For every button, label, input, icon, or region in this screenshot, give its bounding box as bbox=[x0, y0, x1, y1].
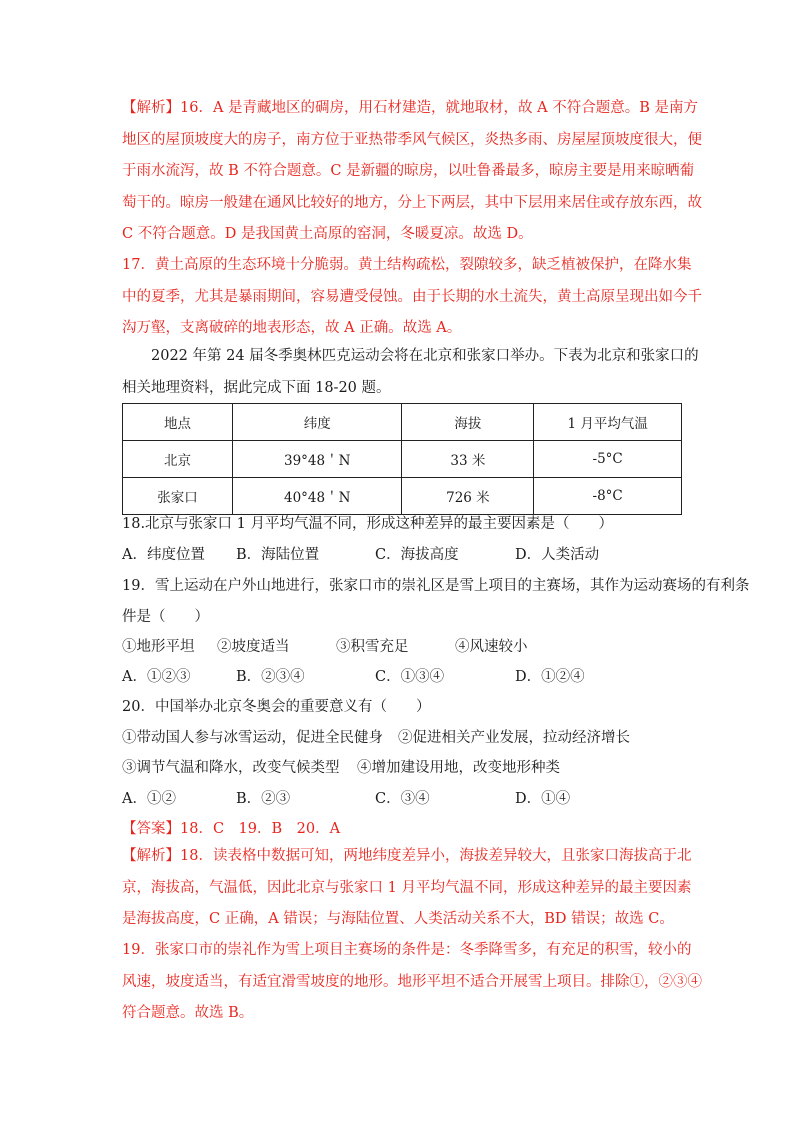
table-row bbox=[123, 441, 682, 478]
question-19-condition-3: ③积雪充足 bbox=[336, 639, 409, 655]
question-18-option-c: C．海拔高度 bbox=[375, 547, 459, 563]
question-20-stem: 20．中国举办北京冬奥会的重要意义有（ ） bbox=[122, 699, 431, 715]
table-cell: 39°48＇N bbox=[232, 441, 402, 478]
question-19-option-d: D．①②④ bbox=[515, 669, 585, 685]
question-20-statement-2: ②促进相关产业发展，拉动经济增长 bbox=[398, 730, 630, 746]
table-row bbox=[123, 478, 682, 515]
question-19-option-b: B．②③④ bbox=[236, 669, 305, 685]
question-19-condition-4: ④风速较小 bbox=[455, 639, 528, 655]
question-20-statement-1: ①带动国人参与冰雪运动，促进全民健身 bbox=[122, 730, 383, 746]
question-20-statement-3: ③调节气温和降水，改变气候类型 bbox=[122, 760, 340, 776]
question-19-condition-1: ①地形平坦 bbox=[122, 639, 195, 655]
question-19-condition-2: ②坡度适当 bbox=[217, 639, 290, 655]
table-cell: 726 米 bbox=[402, 478, 534, 515]
analysis-tag: 【解析】 bbox=[122, 100, 180, 116]
question-18-option-a: A．纬度位置 bbox=[122, 547, 205, 563]
analysis-16-paragraph bbox=[122, 93, 704, 251]
analysis-17-paragraph bbox=[122, 250, 704, 345]
table-cell: -8°C bbox=[534, 478, 682, 515]
table-cell: 北京 bbox=[123, 441, 233, 478]
question-20-option-c: C．③④ bbox=[375, 791, 430, 807]
answer-tag: 【答案】 bbox=[122, 821, 180, 837]
table-cell: 40°48＇N bbox=[232, 478, 402, 515]
question-18-stem: 18.北京与张家口 1 月平均气温不同，形成这种差异的最主要因素是（ ） bbox=[122, 516, 614, 532]
table-header-cell: 海拔 bbox=[402, 404, 534, 441]
question-19-option-c: C．①③④ bbox=[375, 669, 445, 685]
question-20-option-d: D．①④ bbox=[515, 791, 571, 807]
question-19-stem-line-2: 件是（ ） bbox=[122, 609, 209, 625]
table-header-cell: 地点 bbox=[123, 404, 233, 441]
analysis-17-text: 17．黄土高原的生态环境十分脆弱。黄土结构疏松，裂隙较多，缺乏植被保护，在降水集中的夏季，尤其是暴雨期间，容易遭受侵蚀。由于长期的水土流失，黄土高原呈现出如今千沟万壑，支离破碎的地表形态，故 A 正确。故选 A。 bbox=[122, 257, 702, 336]
analysis-19-text: 19．张家口市的崇礼作为雪上项目主赛场的条件是：冬季降雪多，有充足的积雪，较小的风速，坡度适当，有适宜滑雪坡度的地形。地形平坦不适合开展雪上项目。排除①，②③④符合题意。故选 B。 bbox=[122, 942, 702, 1021]
question-intro: 2022 年第 24 届冬季奥林匹克运动会将在北京和张家口举办。下表为北京和张家口的相关地理资料，据此完成下面 18-20 题。 bbox=[122, 348, 699, 396]
analysis-19-paragraph bbox=[122, 935, 704, 1030]
table-cell: 33 米 bbox=[402, 441, 534, 478]
analysis-18-paragraph bbox=[122, 841, 704, 936]
question-19-option-a: A．①②③ bbox=[122, 669, 191, 685]
table-cell: 张家口 bbox=[123, 478, 233, 515]
table-header-cell: 纬度 bbox=[232, 404, 402, 441]
analysis-18-text: 18．读表格中数据可知，两地纬度差异小，海拔差异较大，且张家口海拔高于北京，海拔高，气温低，因此北京与张家口 1 月平均气温不同，形成这种差异的最主要因素是海拔高度，C 正确，A 错误；与海陆位置、人类活动关系不大，BD 错误；故选 C。 bbox=[122, 848, 692, 927]
question-20-option-a: A．①② bbox=[122, 791, 176, 807]
table-cell: -5°C bbox=[534, 441, 682, 478]
question-20-option-b: B．②③ bbox=[236, 791, 291, 807]
analysis-tag: 【解析】 bbox=[122, 848, 180, 864]
geography-table bbox=[122, 403, 682, 515]
answer-line bbox=[122, 819, 340, 839]
question-18-option-b: B．海陆位置 bbox=[236, 547, 320, 563]
question-19-stem-line-1: 19．雪上运动在户外山地进行，张家口市的崇礼区是雪上项目的主赛场，其作为运动赛场的有利条 bbox=[122, 578, 750, 594]
question-18-option-d: D．人类活动 bbox=[515, 547, 600, 563]
analysis-16-text: 16．A 是青藏地区的碉房，用石材建造，就地取材，故 A 不符合题意。B 是南方地区的屋顶坡度大的房子，南方位于亚热带季风气候区，炎热多雨、房屋屋顶坡度很大，便于雨水流泻，故 B 不符合题意。C 是新疆的晾房，以吐鲁番最多，晾房主要是用来晾晒葡萄干的。晾房一般建在通风比较好的地方，分上下两层，其中下层用来居住或存放东西，故 C 不符合题意。D 是我国黄土高原的窑洞，冬暖夏凉。故选 D。 bbox=[122, 100, 702, 242]
table-header-cell: 1 月平均气温 bbox=[534, 404, 682, 441]
answer-text: 18．C 19．B 20．A bbox=[180, 821, 341, 837]
question-20-statement-4: ④增加建设用地，改变地形种类 bbox=[357, 760, 560, 776]
table-header-row bbox=[123, 404, 682, 441]
